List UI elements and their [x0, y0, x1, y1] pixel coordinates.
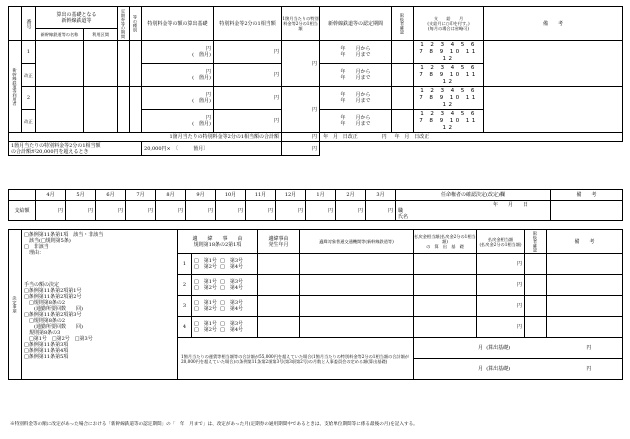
row-revised: 改正 — [22, 64, 36, 87]
pay-cell: 円 — [336, 201, 366, 221]
law-line-2: 該当(□規則第5条) — [24, 238, 71, 244]
excess-yen: 円 — [282, 142, 320, 156]
side-label-decision: 決定事項 — [9, 230, 22, 380]
month-4: 4月 — [36, 190, 66, 201]
pay-cell: 円 — [36, 201, 66, 221]
pay-cell: 円 — [66, 201, 96, 221]
note-text: 1箇月当たりの運賃等相当額等の合計額が55,000円を超えていた場合(1箇月当たりの特別料金等2分の1相当額の合計額が20,000円を超えていた場合)の条例第11条第2項第3号(第3項第2号)の月数と人事委員会の定める額(算出基礎) — [178, 338, 414, 380]
procedure-item: □条例第11条第3項 — [24, 342, 69, 348]
confirm-cell — [396, 201, 551, 221]
month-2: 2月 — [336, 190, 366, 201]
procedure-item: □規則第8条の2 — [24, 300, 66, 306]
row-number: 2 — [22, 87, 36, 110]
deduct-yen: 円 — [477, 317, 525, 338]
pay-cell: 円 — [156, 201, 186, 221]
officer-name: 氏名 — [398, 213, 409, 220]
confirm-date: 年 月 日 — [492, 201, 528, 208]
header-month-half: 1箇月当たりの特別料金等2分の1相当額 — [282, 7, 320, 41]
reason-no: 4 — [178, 317, 192, 338]
deduct-yen: 円 — [477, 275, 525, 296]
deduct-yen: 円 — [477, 254, 525, 275]
total-label: 1箇月当たりの特別料金等2分の1相当額の合計額 — [9, 133, 282, 142]
base-cell: 円 ( 箇月) — [142, 64, 214, 87]
pay-cell: 円 — [366, 201, 396, 221]
reason-options: □ 第1号 □ 第3号 □ 第2号 □ 第4号 — [192, 254, 258, 275]
half-cell: 円 — [214, 87, 282, 110]
total-yen: 円 — [282, 133, 320, 142]
pay-label: 支給額 — [9, 201, 36, 221]
pay-cell: 円 — [126, 201, 156, 221]
header-fare-kind: 等の種別 — [130, 7, 142, 41]
reason-options: □ 第1号 □ 第3号 □ 第2号 □ 第4号 — [192, 296, 258, 317]
row-revised: 改正 — [22, 110, 36, 133]
header-section: 利用区間 — [84, 29, 118, 41]
header-days: 定期券等の期間 — [118, 7, 130, 41]
pay-month-cell: 1 2 3 4 5 6 7 8 9 10 11 12 — [414, 87, 484, 110]
header-reason: 適 緯 事 由 規則第18条の2第1項 — [178, 230, 258, 254]
pay-cell: 円 — [216, 201, 246, 221]
procedure-cell — [22, 230, 178, 380]
reason-no: 1 — [178, 254, 192, 275]
month-6: 6月 — [96, 190, 126, 201]
reason-options: □ 第1号 □ 第3号 □ 第2号 □ 第4号 — [192, 317, 258, 338]
base-cell: 円 ( 箇月) — [142, 41, 214, 64]
procedure-item: □条例第11条第2項第2号 — [24, 294, 82, 300]
procedure-item: □規則第8条の2 — [24, 318, 66, 324]
reason-options: □ 第1号 □ 第3号 □ 第2号 □ 第4号 — [192, 275, 258, 296]
law-line-1: □条例第11条第1項 該当・非該当 — [24, 232, 104, 238]
procedure-item: □条例第11条第5項 — [24, 354, 69, 360]
month-5: 5月 — [66, 190, 96, 201]
month-11: 11月 — [246, 190, 276, 201]
header-deduct-amount: 払戻金相当額 (払戻金2分の1相当額) — [477, 230, 525, 254]
procedure-item: □条例第11条第4項 — [24, 348, 69, 354]
period-cell: 年 月から 年 月まで — [320, 87, 392, 110]
header-remarks: 備 考 — [484, 7, 623, 41]
pay-month-cell: 1 2 3 4 5 6 7 8 9 10 11 12 — [414, 110, 484, 133]
law-line-3: □ 非該当 — [24, 244, 49, 250]
header-half: 特別料金等2分の1相当額 — [214, 7, 282, 41]
header-lower-remarks: 備 考 — [547, 230, 623, 254]
header-pay-month: 支 給 月 (支給月に○印を付す。) (毎月の場合は省略可) — [414, 7, 484, 41]
pay-cell: 円 — [96, 201, 126, 221]
pay-month-cell: 1 2 3 4 5 6 7 8 9 10 11 12 — [414, 64, 484, 87]
procedure-item: (通勤所要回数 回) — [24, 324, 83, 330]
payment-table — [8, 189, 623, 221]
note-row-2: 月 (算出基礎) 円 — [414, 359, 623, 380]
month-half-cell: 円 — [282, 41, 320, 87]
confirm-label: 任命権者の確認決定(改定)欄 — [396, 190, 551, 201]
month-12: 12月 — [276, 190, 306, 201]
excess-label: 1箇月当たりの特別料金等2分の1相当額 の合計額が20,000円を超えるとき — [9, 142, 142, 156]
header-line-name: 新幹線鉄道等の名称 — [36, 29, 84, 41]
header-number: 番号 — [22, 7, 36, 41]
middle-remarks: 備 考 — [551, 190, 623, 201]
pay-cell: 円 — [186, 201, 216, 221]
header-calc-basis: 算出の基礎となる 新幹線鉄道等 — [36, 7, 118, 29]
header-base: 特別料金等の額の算出基礎 — [142, 7, 214, 41]
month-7: 7月 — [126, 190, 156, 201]
total-revision: 年 月 日改正 円 年 月 日改正 — [320, 133, 623, 142]
header-reason-date: 適緯事由 発生年月 — [258, 230, 300, 254]
half-cell: 円 — [214, 110, 282, 133]
half-cell: 円 — [214, 41, 282, 64]
pay-cell: 円 — [246, 201, 276, 221]
base-cell: 円 ( 箇月) — [142, 110, 214, 133]
month-10: 10月 — [216, 190, 246, 201]
procedure-item: □条例第11条第2項第3号 — [24, 312, 82, 318]
period-cell: 年 月から 年 月まで — [320, 64, 392, 87]
note-row-1: 月 (算出基礎) 円 — [414, 338, 623, 359]
pay-cell: 円 — [306, 201, 336, 221]
row-number: 1 — [22, 41, 36, 64]
decision-table — [8, 229, 623, 380]
header-target: 適緯対象普通交通機関等(新幹線鉄道等) — [300, 230, 414, 254]
excess-calc: 20,000円× 〔 箇月〕 — [142, 142, 282, 156]
officer-title: 職 — [398, 207, 404, 214]
period-cell: 年 月から 年 月まで — [320, 110, 392, 133]
header-handler: 取扱者確認 — [392, 7, 414, 41]
month-9: 9月 — [186, 190, 216, 201]
procedure-title: 手当の額の決定 — [24, 282, 60, 288]
header-deduct-basis: 払戻金相当額(払戻金2分の1相当額) の 算 出 基 礎 — [414, 230, 477, 254]
side-label-user: 新幹線鉄道等利用者 — [9, 41, 22, 133]
month-1: 1月 — [306, 190, 336, 201]
header-lower-handler: 取扱者確認 — [525, 230, 547, 254]
commuter-table — [8, 6, 623, 156]
pay-cell: 円 — [276, 201, 306, 221]
footnote: ※特別料金等の額に改定があった場合における「新幹線鉄道等の認定期間」の「 年 月まで」は、改定があった月(定期券の通用期間中であるときは、支給単位期間等に係る最後の月)を記入する。 — [10, 422, 418, 427]
half-cell: 円 — [214, 64, 282, 87]
procedure-item: □条例第11条第2項第1号 — [24, 288, 82, 294]
period-cell: 年 月から 年 月まで — [320, 41, 392, 64]
deduct-yen: 円 — [477, 296, 525, 317]
procedure-item: (通勤所要回数 回) — [24, 306, 83, 312]
header-period: 新幹線鉄道等の認定期間 — [320, 7, 392, 41]
pay-month-cell: 1 2 3 4 5 6 7 8 9 10 11 12 — [414, 41, 484, 64]
month-half-cell: 円 — [282, 87, 320, 133]
base-cell: 円 ( 箇月) — [142, 87, 214, 110]
reason-no: 3 — [178, 296, 192, 317]
procedure-item: 規則第8条の3 — [24, 330, 61, 336]
reason-no: 2 — [178, 275, 192, 296]
month-3: 3月 — [366, 190, 396, 201]
law-line-4: 理由： — [24, 250, 45, 256]
month-8: 8月 — [156, 190, 186, 201]
procedure-item: □第1号 □第2号 □第3号 — [24, 336, 93, 342]
